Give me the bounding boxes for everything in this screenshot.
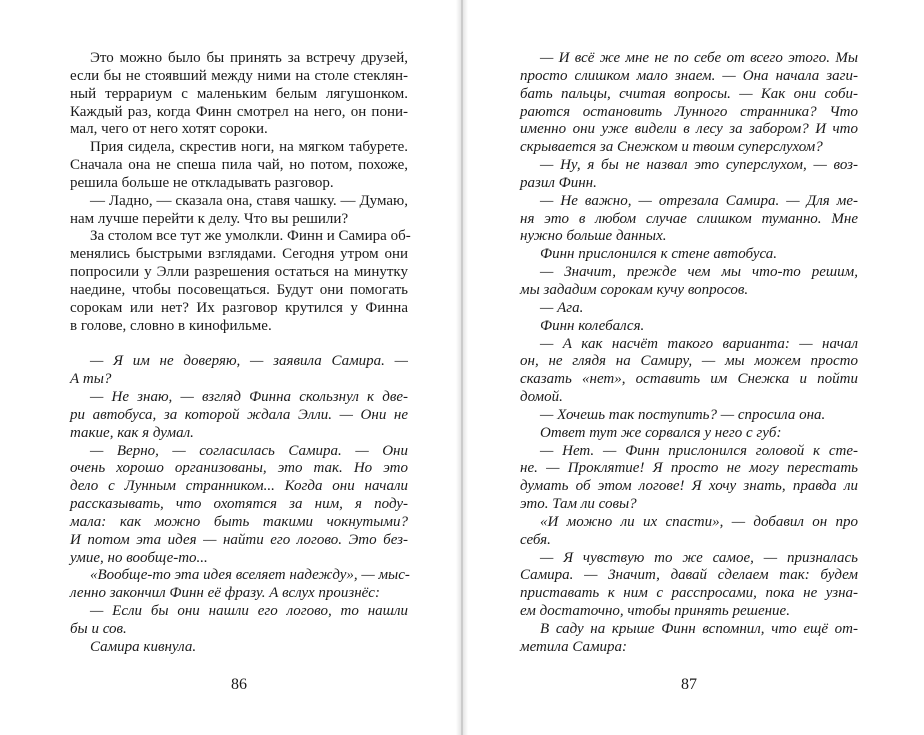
text-line: умие, но вообще-то...	[70, 549, 208, 566]
text-line: — Не знаю, — взгляд Финна скользнул к две-	[90, 389, 408, 406]
text-line: если бы не стоявший между ними на столе стеклян-	[70, 67, 408, 84]
text-line: — Ладно, — сказала она, ставя чашку. — Думаю,	[90, 192, 408, 209]
text-line: Сначала она не спеша пила чай, но потом, похоже,	[70, 157, 408, 174]
paragraph	[520, 300, 858, 318]
page-number-right: 87	[681, 676, 697, 693]
blank-line	[70, 336, 408, 354]
text-line: рассказывать, что охотятся за ним, я поду-	[70, 496, 408, 513]
text-line: «Вообще-то эта идея вселяет надежду», — мыс-	[90, 567, 410, 584]
text-line: не. — Проклятие! Я просто не могу перестать	[520, 460, 858, 477]
text-line: раются остановить Лунного странника? Что	[520, 103, 858, 120]
paragraph	[70, 567, 408, 603]
text-line: просто слишком мало знаем. — Она начала заги-	[520, 67, 858, 84]
right-page-text	[520, 50, 858, 657]
text-line: это. Там ли совы?	[520, 496, 637, 513]
paragraph	[70, 353, 408, 389]
text-line: Финн прислонился к стене автобуса.	[540, 246, 778, 263]
paragraph	[520, 407, 858, 425]
text-line: За столом все тут же умолкли. Финн и Самира об-	[90, 228, 411, 245]
paragraph	[70, 193, 408, 229]
text-line: — Ну, я бы не назвал это суперслухом, — воз-	[540, 157, 858, 174]
text-line: ный террариум с маленьким белым лягушонком.	[70, 85, 408, 102]
paragraph	[70, 389, 408, 443]
text-line: — Хочешь так поступить? — спросила она.	[540, 406, 826, 423]
book-spine-fold	[456, 0, 468, 735]
text-line: — Не важно, — отрезала Самира. — Для ме-	[540, 192, 858, 209]
text-line: нам лучше перейти к делу. Что вы решили?	[70, 210, 349, 227]
text-line: метила Самира:	[520, 638, 628, 655]
text-line: А ты?	[70, 371, 112, 388]
text-line: ленно закончил Финн её фразу. А вслух произнёс:	[70, 585, 380, 602]
text-line: — Значит, прежде чем мы что-то решим,	[540, 264, 858, 281]
text-line: — Нет. — Финн прислонился головой к сте-	[540, 442, 858, 459]
text-line: — А как насчёт такого варианта: — начал	[540, 335, 858, 352]
text-line: разил Финн.	[520, 174, 597, 191]
paragraph	[520, 246, 858, 264]
text-line: бать пальцы, считая вопросы. — Как они соби-	[520, 85, 858, 102]
text-line: И потом эта идея — найти его логово. Это без-	[70, 531, 408, 548]
text-line: Самира. — Значит, давай сделаем так: будем	[520, 567, 858, 584]
text-line: он, не глядя на Самиру, — мы можем просто	[520, 353, 858, 370]
paragraph	[520, 336, 858, 407]
paragraph	[70, 443, 408, 568]
text-line: «И можно ли их спасти», — добавил он про	[540, 513, 858, 530]
paragraph	[520, 514, 858, 550]
text-line: — И всё же мне не по себе от всего этого. Мы	[540, 50, 858, 66]
paragraph	[70, 603, 408, 639]
text-line: себя.	[520, 531, 551, 548]
text-line: ем достаточно, чтобы принять решение.	[520, 603, 790, 620]
text-line: — Ага.	[540, 299, 584, 316]
text-line: домой.	[520, 389, 563, 406]
text-line: — Я им не доверяю, — заявила Самира. —	[90, 353, 408, 370]
text-line: мал, чего от него хотят сороки.	[70, 121, 268, 138]
paragraph	[70, 639, 408, 657]
text-line: Это можно было бы принять за встречу друзей,	[90, 50, 408, 66]
text-line: приставать к ним с расспросами, пока не узна-	[520, 585, 858, 602]
paragraph	[520, 621, 858, 657]
text-line: такие, как я думал.	[70, 424, 194, 441]
text-line: — Я чувствую то же самое, — призналась	[540, 549, 858, 566]
paragraph	[520, 318, 858, 336]
left-page-text	[70, 50, 411, 657]
text-line: очень хорошо организованы, это так. Но это	[70, 460, 408, 477]
text-line: Прия сидела, скрестив ноги, на мягком табурете.	[90, 139, 408, 156]
paragraph	[70, 228, 411, 335]
text-line: решила больше не откладывать разговор.	[70, 174, 334, 191]
text-line: скрывается за Снежком и твоим суперслухом?	[520, 139, 823, 156]
paragraph	[520, 264, 858, 300]
text-line: дело с Лунным странником... Когда они начали	[70, 478, 408, 495]
page-number-left: 86	[231, 676, 247, 693]
text-line: ри автобуса, за которой ждала Элли. — Они не	[70, 406, 408, 423]
text-line: нужно больше данных.	[520, 228, 667, 245]
text-line: мы зададим сорокам кучу вопросов.	[520, 281, 749, 298]
text-line: наедине, чтобы посовещаться. Будут они помогать	[70, 281, 408, 298]
text-line: мала: как можно быть такими чокнутыми?	[70, 513, 408, 530]
text-line: менялись быстрыми взглядами. Сегодня утром они	[70, 246, 408, 263]
text-line: В саду на крыше Финн вспомнил, что ещё от-	[540, 621, 858, 637]
paragraph	[70, 50, 408, 139]
paragraph	[520, 425, 858, 443]
text-line: Каждый раз, когда Финн смотрел на него, он пони-	[70, 103, 408, 120]
text-line: бы и сов.	[70, 621, 127, 637]
paragraph	[520, 550, 858, 621]
text-line: именно они уже видели в лесу за забором? И что	[520, 121, 858, 138]
text-line: сорокам или нет? Их разговор крутился у Финна	[70, 299, 408, 316]
text-line: Ответ тут же сорвался у него с губ:	[540, 424, 782, 441]
text-line: попросили у Элли разрешения остаться на минутку	[70, 264, 408, 281]
paragraph	[520, 193, 858, 247]
text-line: — Если бы они нашли его логово, то нашли	[90, 603, 408, 620]
text-line: ня это в любом случае слишком туманно. Мне	[520, 210, 858, 227]
text-line: думать об этом логове! Я хочу знать, правда ли	[520, 478, 858, 495]
text-line: — Верно, — согласилась Самира. — Они	[90, 442, 408, 459]
paragraph	[520, 50, 858, 157]
paragraph	[70, 139, 408, 193]
text-line: в голове, словно в кинофильме.	[70, 317, 272, 334]
text-line: Финн колебался.	[540, 317, 645, 334]
text-line: Самира кивнула.	[90, 638, 197, 655]
paragraph	[520, 157, 858, 193]
paragraph	[520, 443, 858, 514]
text-line: сказать «нет», оставить им Снежка и пойти	[520, 371, 858, 388]
